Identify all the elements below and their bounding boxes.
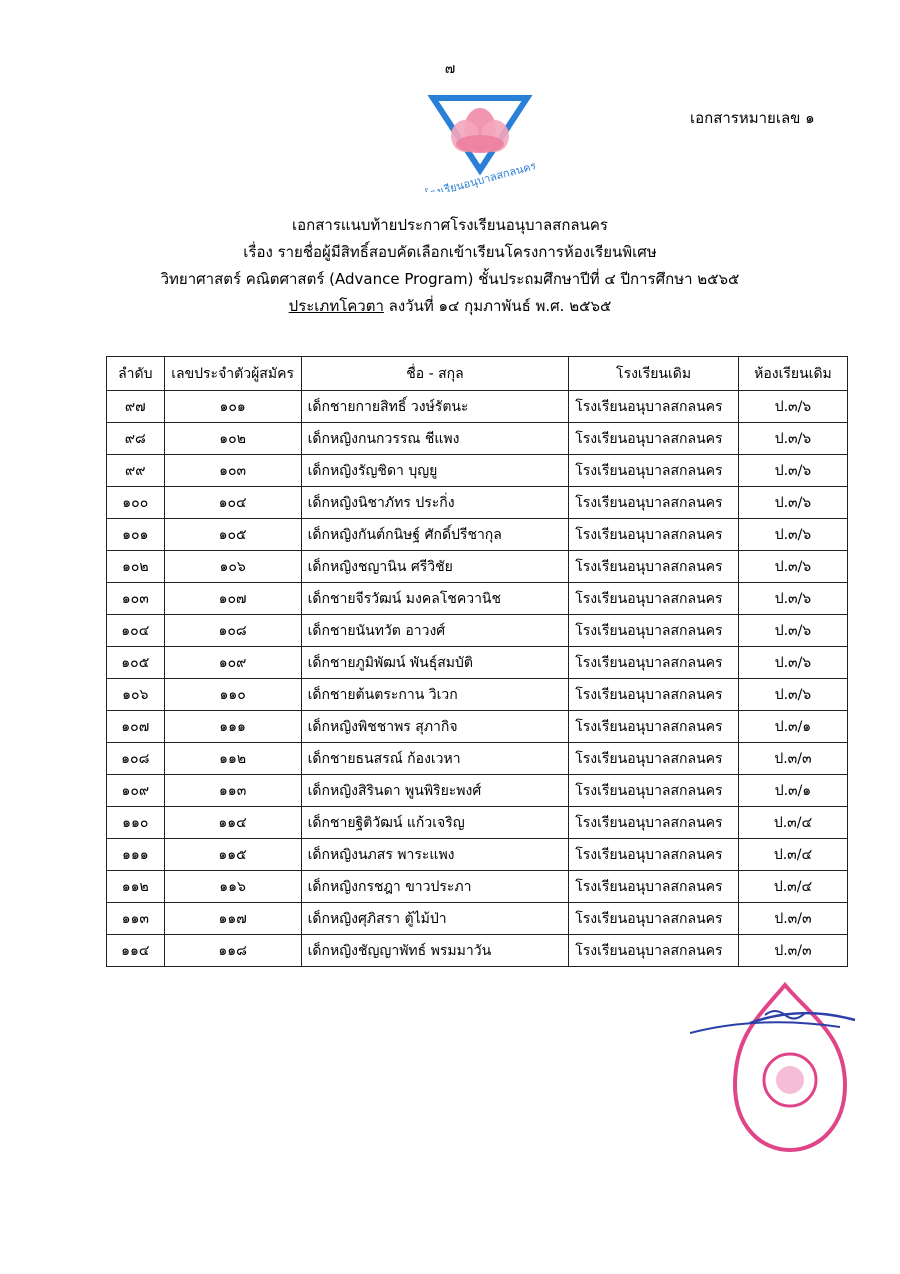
row-name: เด็กหญิงชัญญาพัทธ์ พรมมาวัน: [301, 935, 569, 967]
row-applicant-id: ๑๑๐: [164, 679, 301, 711]
row-former-class: ป.๓/๖: [738, 519, 847, 551]
heading-date: ลงวันที่ ๑๔ กุมภาพันธ์ พ.ศ. ๒๕๖๕: [383, 297, 612, 315]
row-former-school: โรงเรียนอนุบาลสกลนคร: [569, 839, 739, 871]
row-order: ๑๐๕: [107, 647, 165, 679]
row-order: ๑๐๔: [107, 615, 165, 647]
row-former-school: โรงเรียนอนุบาลสกลนคร: [569, 423, 739, 455]
table-row: [107, 615, 848, 647]
row-name: เด็กชายจีรวัฒน์ มงคลโชควานิช: [301, 583, 569, 615]
table-row: [107, 903, 848, 935]
row-former-school: โรงเรียนอนุบาลสกลนคร: [569, 487, 739, 519]
table-row: [107, 391, 848, 423]
school-seal-stamp-icon: [690, 975, 860, 1175]
document-number: เอกสารหมายเลข ๑: [690, 109, 815, 127]
table-row: [107, 871, 848, 903]
row-name: เด็กชายฐิติวัฒน์ แก้วเจริญ: [301, 807, 569, 839]
row-name: เด็กชายต้นตระกาน วิเวก: [301, 679, 569, 711]
row-applicant-id: ๑๐๓: [164, 455, 301, 487]
row-name: เด็กหญิงสิรินดา พูนพิริยะพงศ์: [301, 775, 569, 807]
row-order: ๙๗: [107, 391, 165, 423]
row-name: เด็กหญิงนิชาภัทร ประกิ่ง: [301, 487, 569, 519]
table-row: [107, 711, 848, 743]
row-name: เด็กหญิงพิชชาพร สุภากิจ: [301, 711, 569, 743]
row-order: ๙๘: [107, 423, 165, 455]
row-applicant-id: ๑๑๘: [164, 935, 301, 967]
table-row: [107, 583, 848, 615]
table-row: [107, 807, 848, 839]
row-former-school: โรงเรียนอนุบาลสกลนคร: [569, 743, 739, 775]
row-former-class: ป.๓/๑: [738, 711, 847, 743]
row-former-school: โรงเรียนอนุบาลสกลนคร: [569, 455, 739, 487]
row-former-school: โรงเรียนอนุบาลสกลนคร: [569, 711, 739, 743]
row-name: เด็กหญิงศุภิสรา ตู้ไม้ป่า: [301, 903, 569, 935]
row-former-school: โรงเรียนอนุบาลสกลนคร: [569, 679, 739, 711]
row-name: เด็กชายนันทวัต อาวงศ์: [301, 615, 569, 647]
row-order: ๑๑๓: [107, 903, 165, 935]
row-name: เด็กชายภูมิพัฒน์ พันธุ์สมบัติ: [301, 647, 569, 679]
row-order: ๑๐๘: [107, 743, 165, 775]
row-name: เด็กชายธนสรณ์ ก้องเวหา: [301, 743, 569, 775]
header-order: ลำดับ: [107, 357, 165, 391]
row-former-class: ป.๓/๑: [738, 775, 847, 807]
row-name: เด็กหญิงกรชฎา ขาวประภา: [301, 871, 569, 903]
row-applicant-id: ๑๑๗: [164, 903, 301, 935]
row-order: ๑๑๑: [107, 839, 165, 871]
table-body: [107, 391, 848, 967]
table-row: [107, 775, 848, 807]
row-former-class: ป.๓/๓: [738, 903, 847, 935]
row-former-school: โรงเรียนอนุบาลสกลนคร: [569, 807, 739, 839]
row-former-class: ป.๓/๔: [738, 839, 847, 871]
row-former-school: โรงเรียนอนุบาลสกลนคร: [569, 615, 739, 647]
logo-text: โรงเรียนอนุบาลสกลนคร: [425, 159, 535, 192]
row-name: เด็กชายกายสิทธิ์ วงษ์รัตนะ: [301, 391, 569, 423]
row-former-school: โรงเรียนอนุบาลสกลนคร: [569, 775, 739, 807]
row-order: ๑๐๐: [107, 487, 165, 519]
header-former-school: โรงเรียนเดิม: [569, 357, 739, 391]
header-former-class: ห้องเรียนเดิม: [738, 357, 847, 391]
row-applicant-id: ๑๑๒: [164, 743, 301, 775]
row-former-school: โรงเรียนอนุบาลสกลนคร: [569, 551, 739, 583]
table-row: [107, 551, 848, 583]
row-former-class: ป.๓/๖: [738, 423, 847, 455]
row-name: เด็กหญิงชญานิน ศรีวิชัย: [301, 551, 569, 583]
table-row: [107, 487, 848, 519]
header-applicant-id: เลขประจำตัวผู้สมัคร: [164, 357, 301, 391]
row-applicant-id: ๑๐๘: [164, 615, 301, 647]
row-order: ๑๐๖: [107, 679, 165, 711]
table-row: [107, 519, 848, 551]
row-order: ๙๙: [107, 455, 165, 487]
row-former-school: โรงเรียนอนุบาลสกลนคร: [569, 903, 739, 935]
heading-line-3: วิทยาศาสตร์ คณิตศาสตร์ (Advance Program) ชั้นประถมศึกษาปีที่ ๔ ปีการศึกษา ๒๕๖๕: [160, 270, 740, 288]
row-order: ๑๑๔: [107, 935, 165, 967]
table-row: [107, 679, 848, 711]
row-former-class: ป.๓/๖: [738, 487, 847, 519]
document-heading: [0, 212, 900, 320]
row-former-class: ป.๓/๖: [738, 583, 847, 615]
row-applicant-id: ๑๐๔: [164, 487, 301, 519]
row-former-class: ป.๓/๖: [738, 615, 847, 647]
row-applicant-id: ๑๑๓: [164, 775, 301, 807]
heading-line-4: [0, 293, 900, 320]
table-row: [107, 743, 848, 775]
row-applicant-id: ๑๑๖: [164, 871, 301, 903]
row-order: ๑๑๐: [107, 807, 165, 839]
row-former-class: ป.๓/๔: [738, 871, 847, 903]
row-name: เด็กหญิงกันต์กนิษฐ์ ศักดิ์ปรีชากุล: [301, 519, 569, 551]
row-applicant-id: ๑๑๔: [164, 807, 301, 839]
table-row: [107, 423, 848, 455]
row-former-school: โรงเรียนอนุบาลสกลนคร: [569, 519, 739, 551]
row-applicant-id: ๑๐๗: [164, 583, 301, 615]
table-row: [107, 455, 848, 487]
row-former-school: โรงเรียนอนุบาลสกลนคร: [569, 935, 739, 967]
row-former-class: ป.๓/๖: [738, 455, 847, 487]
row-former-school: โรงเรียนอนุบาลสกลนคร: [569, 583, 739, 615]
header-name: ชื่อ - สกุล: [301, 357, 569, 391]
quota-type-label: ประเภทโควตา: [288, 297, 384, 315]
row-former-class: ป.๓/๖: [738, 391, 847, 423]
school-lotus-logo-icon: [425, 92, 535, 192]
row-former-class: ป.๓/๖: [738, 551, 847, 583]
row-name: เด็กหญิงกนกวรรณ ชีแพง: [301, 423, 569, 455]
table-row: [107, 647, 848, 679]
row-applicant-id: ๑๐๕: [164, 519, 301, 551]
row-former-class: ป.๓/๓: [738, 935, 847, 967]
row-former-class: ป.๓/๖: [738, 679, 847, 711]
row-order: ๑๑๒: [107, 871, 165, 903]
row-name: เด็กหญิงรัญชิดา บุญยู: [301, 455, 569, 487]
row-former-class: ป.๓/๓: [738, 743, 847, 775]
row-applicant-id: ๑๑๑: [164, 711, 301, 743]
heading-line-2: เรื่อง รายชื่อผู้มีสิทธิ์สอบคัดเลือกเข้าเรียนโครงการห้องเรียนพิเศษ: [243, 243, 657, 261]
table-row: [107, 935, 848, 967]
row-order: ๑๐๓: [107, 583, 165, 615]
row-applicant-id: ๑๐๙: [164, 647, 301, 679]
row-former-school: โรงเรียนอนุบาลสกลนคร: [569, 391, 739, 423]
row-order: ๑๐๗: [107, 711, 165, 743]
row-order: ๑๐๒: [107, 551, 165, 583]
heading-line-1: เอกสารแนบท้ายประกาศโรงเรียนอนุบาลสกลนคร: [292, 216, 608, 234]
row-order: ๑๐๙: [107, 775, 165, 807]
row-applicant-id: ๑๐๒: [164, 423, 301, 455]
row-former-class: ป.๓/๖: [738, 647, 847, 679]
row-former-school: โรงเรียนอนุบาลสกลนคร: [569, 647, 739, 679]
table-row: [107, 839, 848, 871]
row-applicant-id: ๑๐๑: [164, 391, 301, 423]
row-name: เด็กหญิงนภสร พาระแพง: [301, 839, 569, 871]
row-former-class: ป.๓/๔: [738, 807, 847, 839]
table-header-row: [107, 357, 848, 391]
row-former-school: โรงเรียนอนุบาลสกลนคร: [569, 871, 739, 903]
candidate-table: [106, 356, 848, 967]
row-order: ๑๐๑: [107, 519, 165, 551]
row-applicant-id: ๑๐๖: [164, 551, 301, 583]
row-applicant-id: ๑๑๕: [164, 839, 301, 871]
page-number: ๗: [444, 61, 456, 77]
